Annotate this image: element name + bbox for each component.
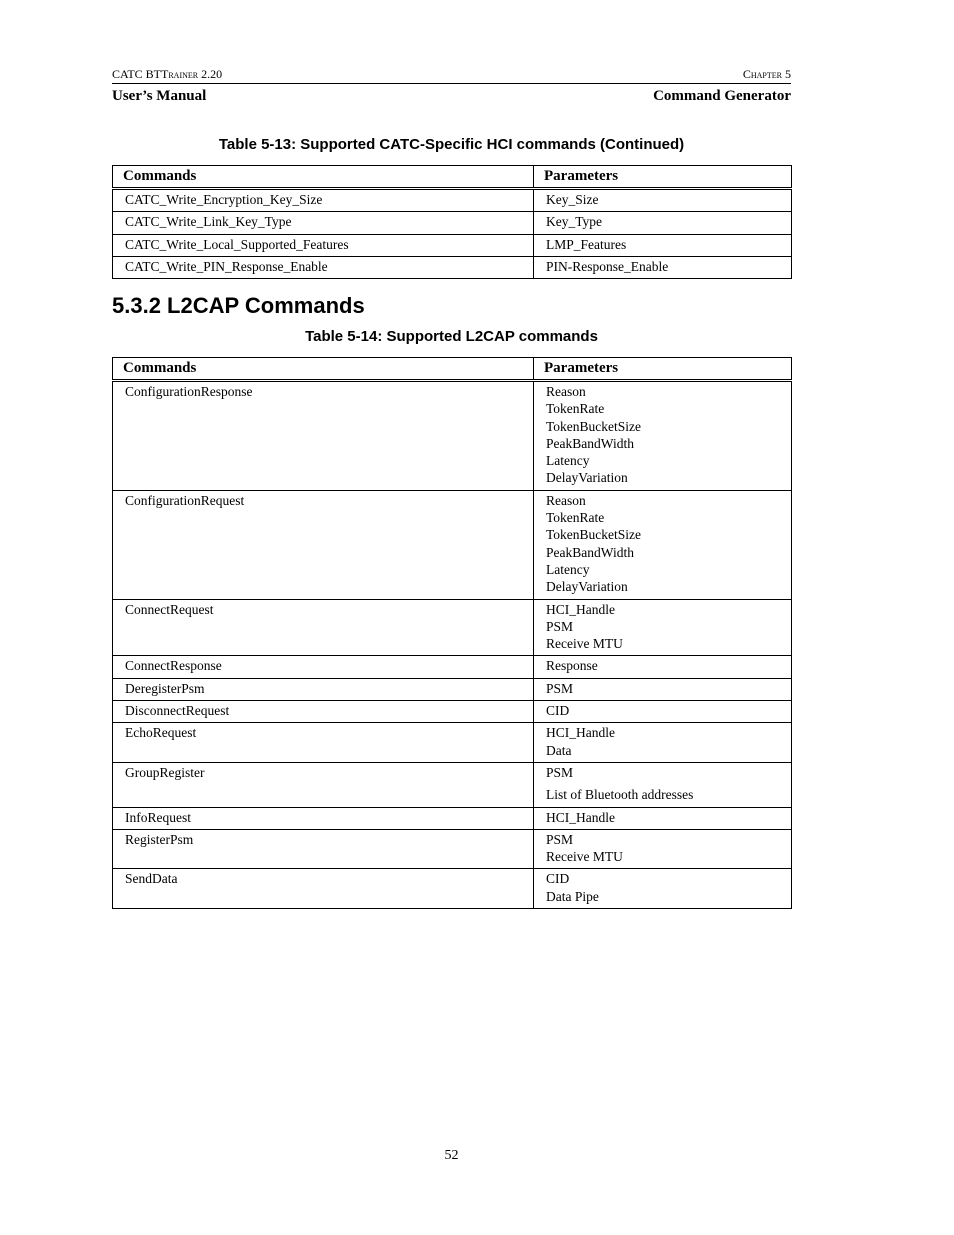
command-cell: CATC_Write_Local_Supported_Features (113, 234, 534, 256)
table-row (113, 762, 792, 807)
parameter-item: Latency (546, 453, 590, 469)
hci-commands-table (112, 165, 792, 279)
table-row (113, 701, 792, 723)
parameters-cell (534, 189, 792, 212)
parameter-item: PIN-Response_Enable (546, 258, 669, 274)
command-cell: CATC_Write_PIN_Response_Enable (113, 256, 534, 278)
parameter-item: LMP_Features (546, 236, 627, 252)
table-row (113, 723, 792, 763)
header-bottom-row (112, 86, 791, 106)
command-cell: DeregisterPsm (113, 678, 534, 700)
command-cell: CATC_Write_Link_Key_Type (113, 212, 534, 234)
column-header-commands: Commands (113, 358, 534, 381)
parameters-cell (534, 701, 792, 723)
command-cell: ConfigurationResponse (113, 381, 534, 491)
parameters-cell (534, 234, 792, 256)
parameter-item: CID (546, 703, 570, 719)
parameters-cell (534, 212, 792, 234)
command-cell: DisconnectRequest (113, 701, 534, 723)
parameter-item: PSM (546, 680, 574, 696)
parameters-cell (534, 599, 792, 656)
header-chapter: Chapter 5 (742, 67, 791, 81)
command-cell: ConnectResponse (113, 656, 534, 678)
table-row (113, 807, 792, 829)
parameter-item: Reason (546, 492, 586, 508)
parameter-item: TokenRate (546, 401, 605, 417)
table-row (113, 656, 792, 678)
parameter-item: Key_Size (546, 192, 599, 207)
hci-table-body (113, 189, 792, 279)
parameter-item: PeakBandWidth (546, 544, 634, 560)
parameter-item: Key_Type (546, 214, 603, 230)
parameter-item: Data Pipe (546, 888, 599, 904)
table-header-row (113, 358, 792, 381)
parameter-item: HCI_Handle (546, 809, 615, 825)
parameter-item: TokenRate (546, 510, 605, 526)
table-row (113, 829, 792, 869)
header-product: CATC BTTrainer 2.20 (112, 67, 223, 81)
table-row (113, 212, 792, 234)
parameters-cell (534, 656, 792, 678)
table-row (113, 490, 792, 599)
command-cell: GroupRegister (113, 762, 534, 807)
parameter-item: TokenBucketSize (546, 418, 642, 434)
table-header-row (113, 166, 792, 189)
parameter-item: CID (546, 871, 570, 887)
command-cell: SendData (113, 869, 534, 909)
l2cap-table-body (113, 381, 792, 909)
header-section: Command Generator (653, 88, 791, 104)
page-number: 52 (444, 1148, 459, 1163)
column-header-parameters: Parameters (534, 358, 792, 381)
table-row (113, 189, 792, 212)
parameter-item: DelayVariation (546, 579, 628, 595)
column-header-parameters: Parameters (534, 166, 792, 189)
parameter-item: TokenBucketSize (546, 527, 642, 543)
parameters-cell (534, 807, 792, 829)
parameters-cell (534, 829, 792, 869)
parameters-cell (534, 381, 792, 491)
parameter-item: DelayVariation (546, 470, 628, 486)
parameters-cell (534, 490, 792, 599)
parameter-item: Data (546, 742, 572, 758)
command-cell: InfoRequest (113, 807, 534, 829)
command-cell: ConfigurationRequest (113, 490, 534, 599)
table-row (113, 381, 792, 491)
parameter-item: HCI_Handle (546, 601, 615, 617)
parameter-item: Response (546, 658, 598, 674)
parameter-item: Receive MTU (546, 636, 623, 652)
parameters-cell (534, 723, 792, 763)
command-cell: RegisterPsm (113, 829, 534, 869)
command-cell: ConnectRequest (113, 599, 534, 656)
parameter-item: Reason (546, 384, 586, 399)
l2cap-commands-table (112, 357, 792, 909)
table-row (113, 678, 792, 700)
command-cell: EchoRequest (113, 723, 534, 763)
parameter-item: Receive MTU (546, 849, 623, 865)
table-row (113, 256, 792, 278)
header-top-row (112, 66, 791, 84)
parameter-item: PeakBandWidth (546, 435, 634, 451)
parameter-item: PSM (546, 764, 574, 780)
table-caption-5-13: Table 5-13: Supported CATC-Specific HCI commands (Continued) (218, 136, 685, 153)
table-row (113, 869, 792, 909)
parameter-item: List of Bluetooth addresses (546, 787, 694, 803)
parameters-cell (534, 869, 792, 909)
parameters-cell (534, 678, 792, 700)
column-header-commands: Commands (113, 166, 534, 189)
parameter-item: Latency (546, 561, 590, 577)
parameters-cell (534, 762, 792, 807)
header-manual: User’s Manual (112, 88, 207, 104)
parameter-item: PSM (546, 618, 574, 634)
parameters-cell (534, 256, 792, 278)
table-row (113, 599, 792, 656)
running-header (112, 66, 791, 106)
parameter-item: HCI_Handle (546, 725, 615, 741)
table-caption-5-14: Table 5-14: Supported L2CAP commands (305, 328, 598, 345)
command-cell: CATC_Write_Encryption_Key_Size (113, 189, 534, 212)
parameter-item: PSM (546, 831, 574, 847)
table-row (113, 234, 792, 256)
section-heading: 5.3.2 L2CAP Commands (112, 293, 365, 318)
